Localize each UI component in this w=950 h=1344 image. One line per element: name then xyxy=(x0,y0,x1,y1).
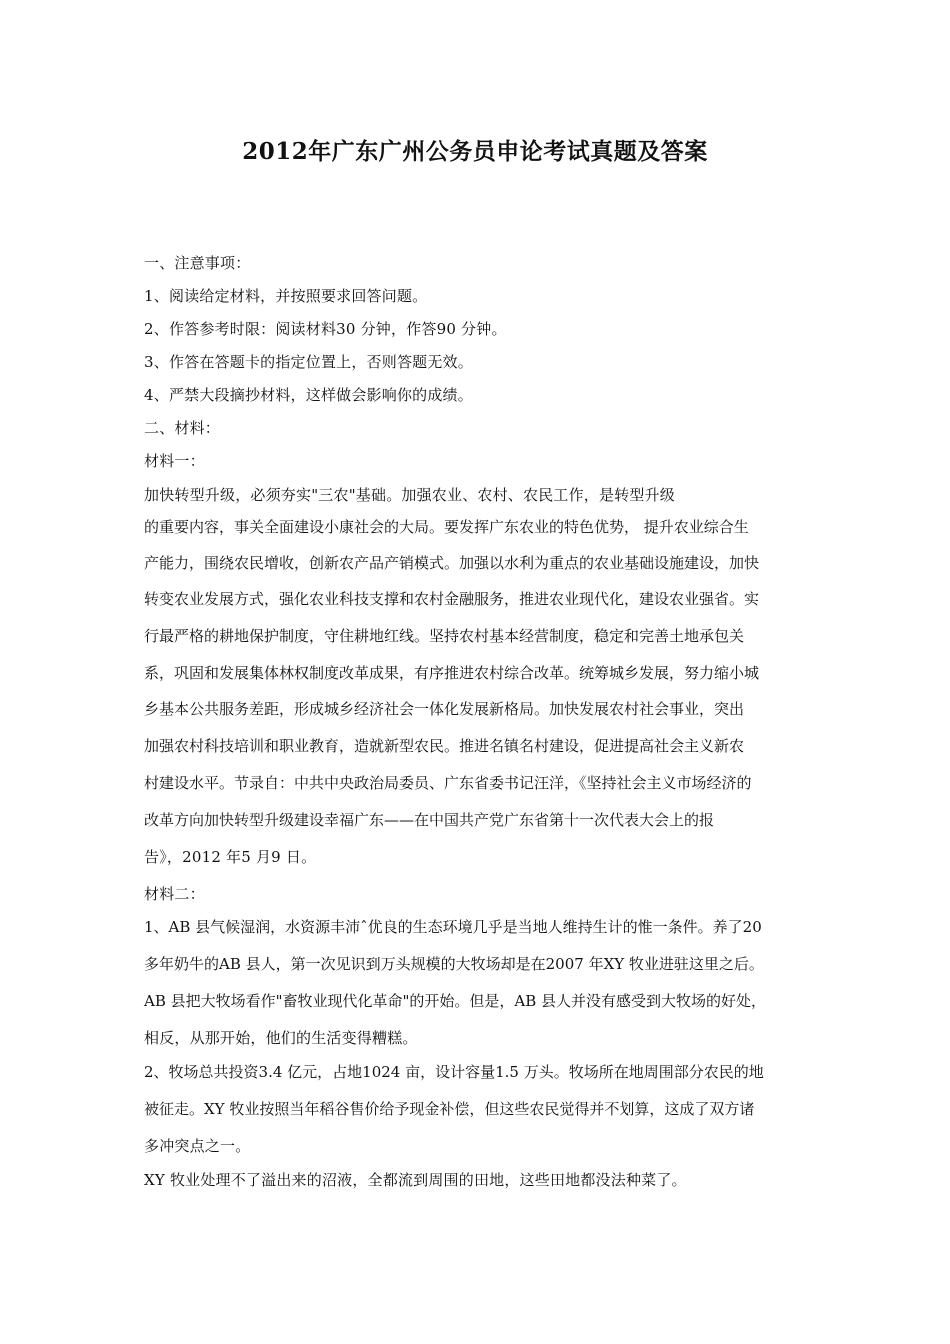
note-item: 1、阅读给定材料，并按照要求回答问题。 xyxy=(144,287,428,305)
paragraph-line: 产能力，围绕农民增收，创新农产品产销模式。加强以水利为重点的农业基础设施建设，加快 xyxy=(144,554,760,572)
material-heading: 材料一： xyxy=(144,452,205,470)
paragraph-line: 1、AB 县气候湿润，水资源丰沛ˆ优良的生态环境几乎是当地人维持生计的惟一条件。养了20 xyxy=(144,918,762,936)
paragraph-line: 加强农村科技培训和职业教育，造就新型农民。推进名镇名村建设，促进提高社会主义新农 xyxy=(144,737,745,755)
section-heading-notes: 一、注意事项： xyxy=(144,254,251,272)
paragraph-line: 2、牧场总共投资3.4 亿元，占地1024 亩，设计容量1.5 万头。牧场所在地周围部分农民的地 xyxy=(144,1063,764,1081)
note-item: 2、作答参考时限：阅读材料30 分钟，作答90 分钟。 xyxy=(144,320,507,338)
note-item: 4、严禁大段摘抄材料，这样做会影响你的成绩。 xyxy=(144,386,473,404)
paragraph-line: 改革方向加快转型升级建设幸福广东——在中国共产党广东省第十一次代表大会上的报 xyxy=(144,811,715,829)
paragraph-line: 村建设水平。节录自：中共中央政治局委员、广东省委书记汪洋，《坚持社会主义市场经济的 xyxy=(144,774,752,792)
paragraph-line: 告》，2012 年5 月9 日。 xyxy=(144,848,317,866)
paragraph-line: 行最严格的耕地保护制度，守住耕地红线。坚持农村基本经营制度，稳定和完善土地承包关 xyxy=(144,627,745,645)
section-heading-materials: 二、材料： xyxy=(144,419,221,437)
paragraph-line: 系，巩固和发展集体林权制度改革成果，有序推进农村综合改革。统筹城乡发展，努力缩小城 xyxy=(144,664,760,682)
paragraph-line: XY 牧业处理不了溢出来的沼液，全都流到周围的田地，这些田地都没法种菜了。 xyxy=(144,1171,687,1189)
paragraph-line: AB 县把大牧场看作"畜牧业现代化革命"的开始。但是，AB 县人并没有感受到大牧场的好处， xyxy=(144,992,767,1010)
paragraph-line: 相反，从那开始，他们的生活变得糟糕。 xyxy=(144,1029,418,1047)
paragraph-line: 多冲突点之一。 xyxy=(144,1137,251,1155)
paragraph-line: 转变农业发展方式，强化农业科技支撑和农村金融服务，推进农业现代化，建设农业强省。实 xyxy=(144,590,760,608)
paragraph-line: 加快转型升级，必须夯实"三农"基础。加强农业、农村、农民工作，是转型升级 xyxy=(144,486,676,504)
paragraph-line: 乡基本公共服务差距，形成城乡经济社会一体化发展新格局。加快发展农村社会事业，突出 xyxy=(144,700,745,718)
paragraph-line: 的重要内容，事关全面建设小康社会的大局。要发挥广东农业的特色优势， 提升农业综合生 xyxy=(144,518,749,536)
document-title: 2012年广东广州公务员申论考试真题及答案 xyxy=(242,138,708,165)
note-item: 3、作答在答题卡的指定位置上，否则答题无效。 xyxy=(144,353,473,371)
paragraph-line: 多年奶牛的AB 县人，第一次见识到万头规模的大牧场却是在2007 年XY 牧业进驻这里之后。 xyxy=(144,955,764,973)
paragraph-line: 被征走。XY 牧业按照当年稻谷售价给予现金补偿，但这些农民觉得并不划算，这成了双方诸 xyxy=(144,1100,755,1118)
material-heading: 材料二： xyxy=(144,885,205,903)
